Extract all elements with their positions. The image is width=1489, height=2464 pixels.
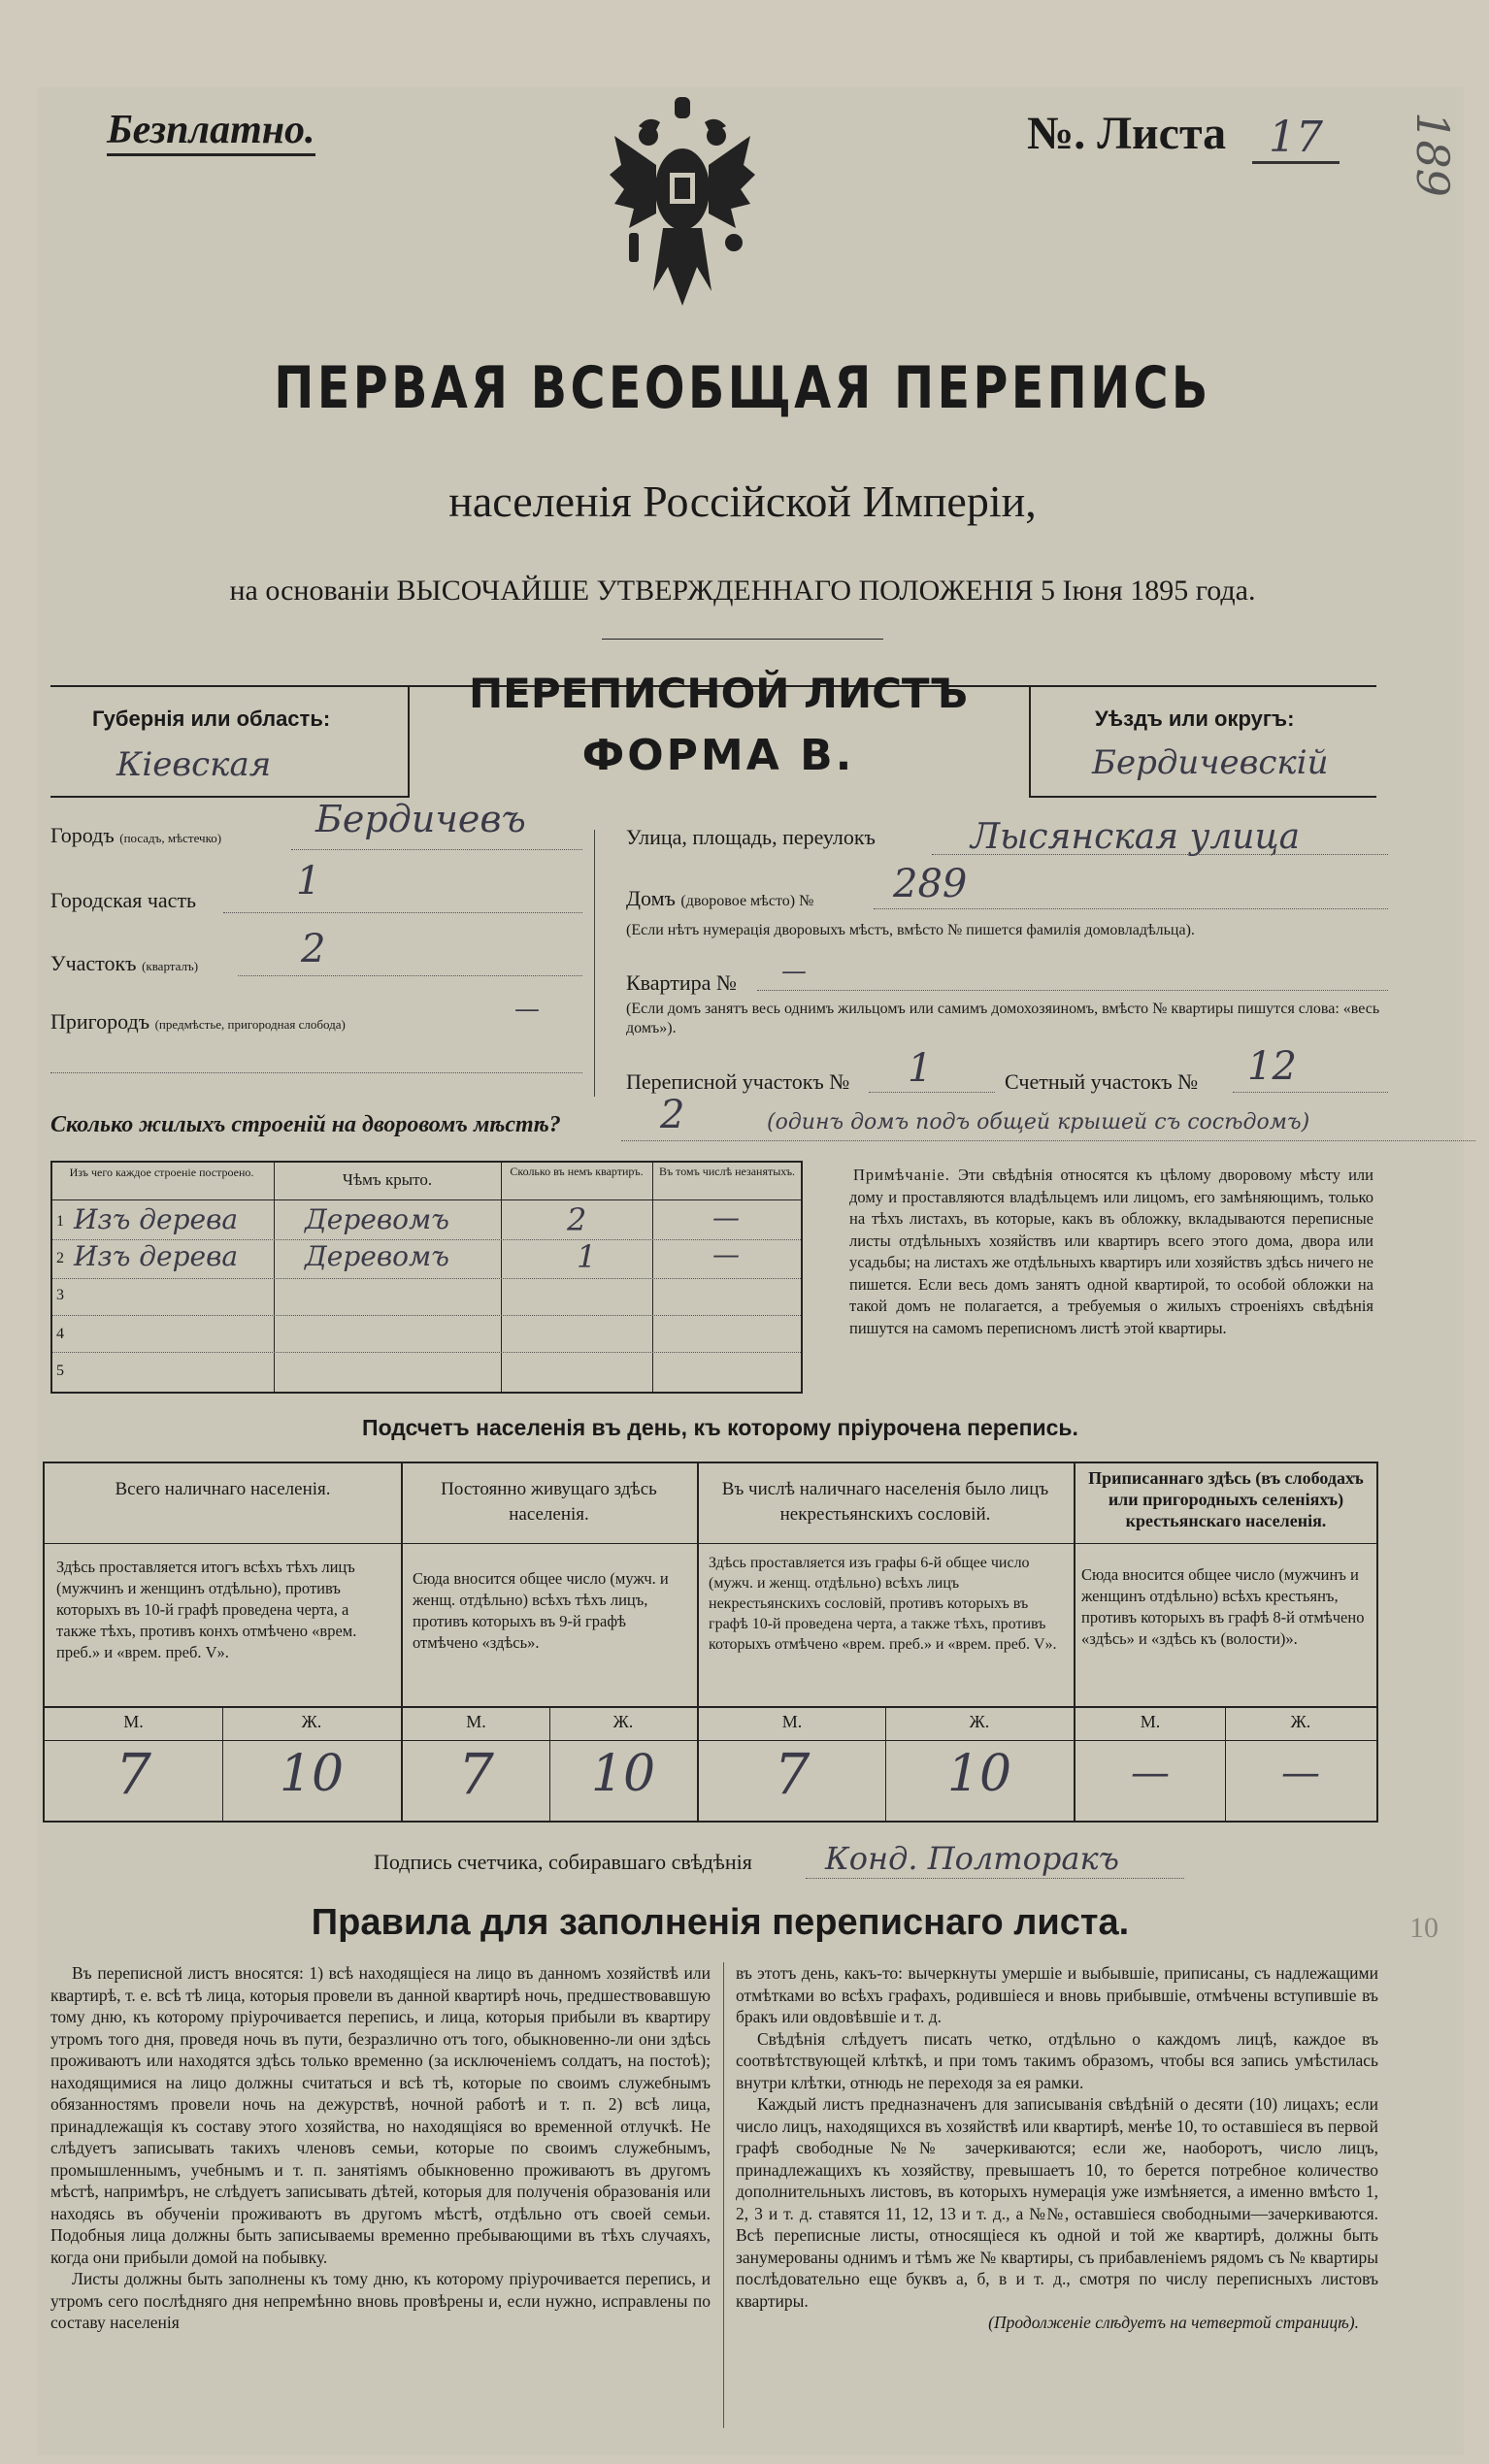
house-row: [626, 886, 813, 911]
part-value: 1: [296, 859, 321, 903]
pop-desc-permanent: Сюда вносится общее число (мужч. и женщ. отдѣльно) всѣхъ тѣхъ лицъ, противъ которыхъ въ 9-й графѣ отмѣчено «здѣсь».: [413, 1569, 669, 1652]
row-material: Изъ дерева: [74, 1240, 239, 1272]
signature-label: Подпись счетчика, собиравшаго свѣдѣнія: [374, 1850, 752, 1874]
pop-nonpeasant-f: 10: [946, 1745, 1012, 1803]
pop-header-permanent: Постоянно живущаго здѣсь населенія.: [441, 1479, 657, 1525]
free-label: Безплатно.: [107, 107, 315, 156]
f-label: Ж.: [969, 1712, 990, 1731]
buildings-header-roof: Чѣмъ крыто.: [342, 1170, 433, 1189]
subtitle: населенія Россійской Имперіи,: [448, 476, 1037, 526]
city-value: Бердичевъ: [315, 798, 526, 840]
house-hint: (Если нѣтъ нумерація дворовыхъ мѣстъ, вмѣсто № пишется фамилія домовладѣльца).: [626, 922, 1195, 938]
margin-mark: 10: [1409, 1912, 1439, 1944]
buildings-table: [50, 1161, 803, 1394]
pop-registered-f: —: [1281, 1751, 1320, 1795]
note-title: Примѣчаніе.: [853, 1166, 950, 1184]
signature-value: Конд. Полторакъ: [825, 1840, 1119, 1877]
f-label: Ж.: [301, 1712, 322, 1731]
house-value: 289: [893, 862, 968, 906]
province-value: Кіевская: [116, 745, 272, 784]
buildings-question-label: Сколько жилыхъ строеній на дворовомъ мѣстѣ?: [50, 1112, 561, 1137]
sheet-number-value: 17: [1252, 115, 1340, 164]
province-label: Губернія или область:: [92, 706, 331, 731]
precinct-label: Участокъ: [50, 951, 137, 975]
population-table: [43, 1462, 1378, 1823]
pop-desc-nonpeasant: Здѣсь проставляется изъ графы 6-й общее число (мужч. и женщ. отдѣльно) всѣхъ лицъ некрестьянскихъ сословій, противъ которыхъ въ графѣ 10-й проведена черта, а также тѣхъ, противъ которыхъ отмѣчено «врем. преб.» и «врем. преб. V».: [709, 1555, 1057, 1653]
street-label: Улица, площадь, переулокъ: [626, 825, 876, 849]
row-apartments: 2: [567, 1201, 587, 1238]
precinct-row: [50, 951, 198, 976]
row-vacant: —: [712, 1201, 740, 1233]
sheet-number-label: №. Листа: [1027, 108, 1227, 159]
m-label: М.: [466, 1712, 486, 1731]
city-label: Городъ: [50, 823, 115, 847]
apartment-label: Квартира №: [626, 970, 737, 995]
precinct-note: (кварталъ): [142, 959, 199, 973]
rules-left-paragraph: Въ переписной листъ вносятся: 1) всѣ находящіеся на лицо въ данномъ хозяйствѣ или квартирѣ, т. е. всѣ тѣ лица, которыя провели въ данной квартирѣ ночь, предшествовавшую тому дню, къ которому пріурочивается перепись, и лица, которыя прибыли въ квартиру утромъ того дня, проведя ночь въ пути, безразлично отъ того, обыкновенно-ли они здѣсь проживаютъ или находятся здѣсь только временно (за исключеніемъ солдатъ, на постоѣ); находящимися на лицо должны считаться и всѣ тѣ, которые по своимъ служебнымъ обязанностямъ провели ночь на дежурствѣ, ночной работѣ и т. п. 2) всѣ лица, принадлежащія къ составу этого хозяйства, но находящіяся во временной отлучкѣ. Не слѣдуетъ записывать такихъ членовъ семьи, которые по своимъ служебнымъ, промышленнымъ, учебнымъ и т. п. занятіямъ обыкновенно проживаютъ въ другомъ мѣстѣ, напримѣръ, не слѣдуетъ записывать дѣтей, которыя для полученія образованія или находясь въ обученіи проживаютъ въ другомъ мѣстѣ, отдѣльно отъ своей семьи. Подобныя лица должны быть записываемы временно пребывающими въ тѣхъ случаяхъ, когда они прибыли домой на побывку.: [50, 1963, 711, 2267]
sheet-title: ПЕРЕПИСНОЙ ЛИСТЪ: [468, 670, 969, 717]
buildings-note: [849, 1165, 1373, 1339]
apartment-value: —: [781, 957, 807, 986]
pop-registered-m: —: [1131, 1751, 1170, 1795]
rules-left-paragraph: Листы должны быть заполнены къ тому дню, къ которому пріурочивается перепись, и утромъ сего послѣдняго дня непремѣнно вновь провѣрены и, если нужно, исправлены по составу населенія: [50, 2269, 711, 2332]
m-label: М.: [123, 1712, 144, 1731]
pop-header-total: Всего наличнаго населенія.: [115, 1479, 331, 1499]
pop-desc-total: Здѣсь проставляется итогъ всѣхъ тѣхъ лицъ (мужчинъ и женщинъ отдѣльно), противъ которыхъ въ 10-й графѣ проведена черта, а также тѣхъ, противъ конхъ отмѣчено «врем. преб.» и «врем. преб. V».: [56, 1558, 357, 1661]
part-label: Городская часть: [50, 888, 197, 912]
suburb-label: Пригородъ: [50, 1009, 150, 1034]
m-label: М.: [781, 1712, 803, 1731]
rules-right-paragraph: въ этотъ день, какъ-то: вычеркнуты умершіе и выбывшіе, приписаны, съ надлежащими отмѣтками во всѣхъ графахъ, родившіеся и вновь прибывшіе, отмѣчены вступившіе въ бракъ или овдовѣвшіе и т. д.: [736, 1963, 1378, 2026]
census-title: [58, 354, 1427, 422]
pop-permanent-m: 7: [458, 1741, 494, 1807]
district-value: Бердичевскій: [1092, 743, 1329, 782]
rules-continued: (Продолженіе слѣдуетъ на четвертой страницѣ).: [988, 2313, 1359, 2332]
rules-right-column: [736, 1962, 1378, 2334]
buildings-question-value: 2: [660, 1093, 685, 1137]
city-note: (посадъ, мѣстечко): [119, 831, 222, 845]
population-title: Подсчетъ населенія въ день, къ которому пріурочена перепись.: [362, 1415, 1078, 1440]
census-district-label: Переписной участокъ №: [626, 1069, 850, 1094]
street-value: Лысянская улица: [971, 817, 1301, 857]
house-label: Домъ: [626, 886, 676, 910]
counting-district-label: Счетный участокъ №: [1005, 1069, 1199, 1094]
precinct-value: 2: [301, 927, 326, 971]
pop-total-f: 10: [279, 1745, 345, 1803]
suburb-row: [50, 1009, 346, 1035]
title-rule: [602, 639, 883, 640]
row-number: 2: [56, 1250, 64, 1266]
counting-district-value: 12: [1247, 1044, 1297, 1089]
apartment-hint: (Если домъ занятъ весь однимъ жильцомъ или самимъ домохозяиномъ, вмѣсто № квартиры пишутся слова: «весь домъ»).: [626, 1001, 1380, 1036]
basis-line: на основаніи ВЫСОЧАЙШЕ УТВЕРЖДЕННАГО ПОЛОЖЕНІЯ 5 Іюня 1895 года.: [229, 575, 1256, 607]
row-roof: Деревомъ: [305, 1203, 449, 1235]
rules-right-paragraph: Каждый листъ предназначенъ для записыванія свѣдѣній о десяти (10) лицахъ; если число лицъ, находящихся въ хозяйствѣ или квартирѣ, менѣе 10, то оставшіеся въ первой графѣ свободные №№ зачеркиваются; если же, наоборотъ, число лицъ, принадлежащихъ къ хозяйству, превышаетъ 10, то берется потребное количество дополнительныхъ листовъ, въ которыхъ нумерація уже измѣняется, а именно вмѣсто 1, 2, 3 и т. д. ставятся 11, 12, 13 и т. д., а №№, оставшіеся свободными—зачеркиваются. Всѣ переписные листы, относящіеся къ одной и той же квартирѣ, должны быть занумерованы однимъ и тѣмъ же № квартиры, съ прибавленіемъ рядомъ съ № квартиры послѣдовательно еще буквъ а, б, в и т. д., смотря по числу переписныхъ листовъ квартиры.: [736, 2094, 1378, 2311]
row-material: Изъ дерева: [74, 1203, 239, 1235]
buildings-header-material: Изъ чего каждое строеніе построено.: [69, 1166, 254, 1179]
buildings-rows: [52, 1201, 801, 1392]
row-number: 3: [56, 1287, 64, 1303]
rules-title: Правила для заполненія переписнаго листа.: [311, 1902, 1130, 1943]
rules-left-column: [50, 1962, 711, 2334]
buildings-header-vacant: Въ томъ числѣ незанятыхъ.: [658, 1165, 796, 1178]
house-note: (дворовое мѣсто) №: [680, 893, 814, 909]
row-number: 4: [56, 1326, 64, 1342]
rules-divider: [723, 1962, 724, 2428]
row-number: 1: [56, 1213, 64, 1230]
margin-number: 189: [1406, 112, 1459, 197]
buildings-question-note: (одинъ домъ подъ общей крышей съ сосѣдомъ): [767, 1110, 1310, 1134]
table-row: [52, 1240, 801, 1279]
buildings-header-apartments: Сколько въ немъ квартиръ.: [510, 1165, 644, 1178]
note-text: Эти свѣдѣнія относятся къ цѣлому дворовому мѣсту или дому и проставляются владѣльцемъ или лицомъ, его замѣняющимъ, только на тѣхъ листахъ, въ которые, какъ въ обложку, вкладываются переписные листы отдѣльныхъ хозяйствъ или квартиръ всего этого дома, двора или усадьбы; на листахъ же отдѣльныхъ квартиръ или хозяйствъ здѣсь ничего не пишется. Если весь домъ занятъ одной квартирой, то особой обложки на такой домъ не полагается, а требуемыя о жилыхъ строеніяхъ свѣдѣнія пишутся на самомъ переписномъ листѣ этой квартиры.: [849, 1166, 1373, 1337]
row-number: 5: [56, 1363, 64, 1379]
pop-desc-registered: Сюда вносится общее число (мужчинъ и женщинъ отдѣльно) всѣхъ крестьянъ, противъ которыхъ въ графѣ 8-й отмѣчено «здѣсь» и «здѣсь къ (волости)».: [1081, 1565, 1365, 1648]
pop-nonpeasant-m: 7: [774, 1741, 811, 1807]
pop-permanent-f: 10: [590, 1745, 656, 1803]
address-divider: [594, 830, 595, 1097]
census-district-value: 1: [908, 1046, 933, 1091]
f-label: Ж.: [1290, 1712, 1311, 1731]
form-name: ФОРМА В.: [581, 731, 855, 780]
double-headed-eagle-emblem: [610, 97, 755, 320]
f-label: Ж.: [612, 1712, 634, 1731]
suburb-value: —: [514, 995, 540, 1024]
rules-right-paragraph: Свѣдѣнія слѣдуетъ писать четко, отдѣльно о каждомъ лицѣ, каждое въ соотвѣтствующей клѣткѣ, и при томъ такимъ образомъ, чтобы вся запись умѣстилась внутри клѣтки, отнюдь не переходя за ея рамки.: [736, 2028, 1378, 2092]
city-row: [50, 823, 221, 848]
suburb-note: (предмѣстье, пригородная слобода): [154, 1017, 346, 1032]
row-roof: Деревомъ: [305, 1240, 449, 1272]
pop-header-nonpeasant: Въ числѣ наличнаго населенія было лицъ некрестьянскихъ сословій.: [721, 1479, 1049, 1525]
pop-header-registered: Приписаннаго здѣсь (въ слободахъ или пригородныхъ селеніяхъ) крестьянскаго населенія.: [1088, 1468, 1364, 1530]
m-label: М.: [1140, 1712, 1161, 1731]
main-title: ПЕРВАЯ ВСЕОБЩАЯ ПЕРЕПИСЬ: [274, 354, 1211, 422]
row-vacant: —: [712, 1238, 740, 1270]
row-apartments: 1: [577, 1238, 597, 1275]
table-row: [52, 1201, 801, 1240]
pop-total-m: 7: [116, 1741, 151, 1807]
district-label: Уѣздъ или округъ:: [1095, 706, 1295, 731]
